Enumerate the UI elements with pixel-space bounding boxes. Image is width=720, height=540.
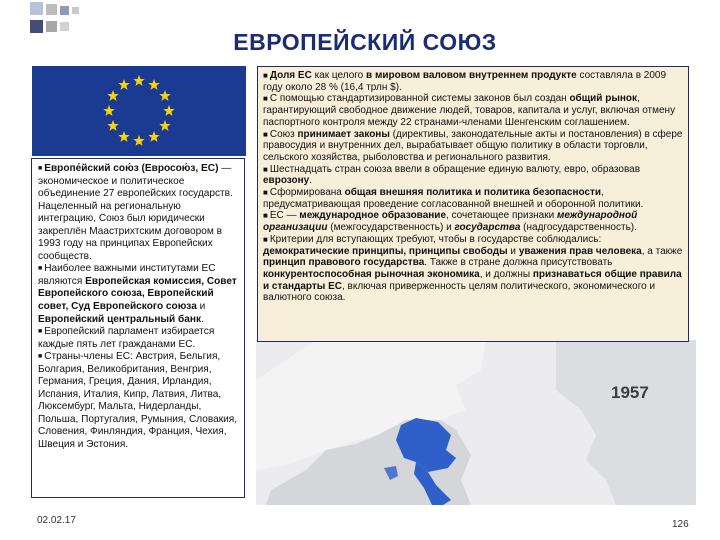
flag-star-icon	[133, 75, 144, 86]
square-bullet-icon: ■	[263, 71, 268, 80]
square-bullet-icon: ■	[263, 129, 268, 139]
text-run: , сочетающее признаки	[446, 210, 557, 222]
flag-star-icon	[163, 105, 174, 116]
square-bullet-icon: ■	[263, 211, 268, 221]
square-bullet-icon: ■	[38, 265, 43, 273]
map-year: 1957	[611, 383, 649, 402]
term-bold: общий рынок	[569, 93, 638, 105]
term-bold: еврозону	[263, 175, 310, 187]
text-run: .	[201, 313, 204, 325]
eu-flag-icon	[32, 66, 246, 156]
text-run: и	[507, 245, 519, 257]
list-item	[263, 70, 683, 93]
term-bold: принимает законы	[297, 128, 390, 140]
list-item	[263, 93, 683, 128]
decor-square	[30, 20, 43, 33]
text-run: .	[309, 175, 313, 187]
text-run: Страны-члены ЕС: Австрия, Бельгия, Болгария, Великобритания, Венгрия, Германия, Греция, Дания, Ирландия, Испания, Италия, Кипр, Латвия, Литва, Люксембург, Мальта, Нидерланды, Польша, Португалия, Румыния, Словакия, Словения, Финляндия, Франция, Чехия, Швеция и Эстония.	[38, 351, 238, 451]
term-bold: Европейский центральный банк	[38, 313, 202, 325]
flag-star-icon	[118, 131, 129, 142]
flag-star-icon	[159, 90, 170, 101]
term-bold: признаваться общие правила и стандарты ЕС	[263, 268, 682, 292]
term-bold: общая внешняя политика и политика безопасности	[344, 187, 602, 199]
text-run: . Также в стране должна присутствовать	[424, 257, 613, 269]
square-bullet-icon: ■	[38, 328, 43, 336]
eu-flag-stars	[32, 66, 246, 156]
europe-map-icon	[256, 340, 696, 505]
decor-square	[30, 2, 43, 15]
text-run: С помощью стандартизированной системы законов был создан	[269, 93, 570, 105]
decor-squares-icon	[20, 0, 102, 40]
flag-star-icon	[148, 131, 159, 142]
page-number: 126	[672, 519, 689, 530]
square-bullet-icon: ■	[263, 188, 268, 198]
term-bold: Доля ЕС	[269, 70, 312, 81]
text-run: , и должны	[479, 268, 533, 280]
text-run: Союз	[269, 128, 298, 140]
list-item	[263, 234, 683, 304]
text-run: Наиболее важными институтами ЕС являются	[38, 263, 216, 287]
term-bold: Европейская комиссия, Совет Европейского союза, Европейский совет, Суд Европейского союза	[38, 275, 237, 313]
text-run: Критерии для вступающих требуют, чтобы в государстве соблюдались:	[269, 233, 602, 245]
decor-square	[46, 21, 57, 32]
list-item	[263, 210, 683, 233]
flag-star-icon	[133, 135, 144, 146]
slide-title: ЕВРОПЕЙСКИЙ СОЮЗ	[233, 29, 497, 55]
text-run: , предусматривающая проведение согласованной внешней и оборонной политики.	[263, 187, 644, 210]
term-bold: в мировом валовом внутреннем продукте	[366, 70, 577, 81]
text-run: (директивы, законодательные акты и постановления) в сфере правосудия и внутренних дел, вырабатывает общую политику в области торговли, сельского хозяйства, рыболовства и регионального развития.	[263, 128, 683, 163]
decor-square	[60, 22, 69, 31]
decor-square	[46, 4, 57, 15]
europe-map-svg	[256, 340, 696, 505]
term-bold: международное образование	[299, 210, 447, 222]
square-bullet-icon: ■	[38, 353, 43, 361]
text-run: как целого	[311, 70, 367, 81]
text-run: составляла в 2009 году около 28 % (16,4 трлн $).	[263, 70, 667, 93]
facts-box	[257, 66, 689, 342]
square-bullet-icon: ■	[263, 234, 268, 244]
flag-star-icon	[107, 90, 118, 101]
term-bold: демократические принципы, принципы свободы	[263, 245, 508, 257]
square-bullet-icon: ■	[263, 164, 268, 174]
flag-star-icon	[148, 79, 159, 90]
decor-square	[60, 6, 69, 15]
list-item	[38, 163, 240, 263]
definition-box	[31, 158, 245, 498]
text-run: Европейский парламент избирается каждые пять лет гражданами ЕС.	[38, 326, 215, 350]
term-bold: уважения прав человека	[518, 245, 642, 257]
flag-star-icon	[103, 105, 114, 116]
list-item	[263, 164, 683, 187]
list-item	[38, 263, 240, 326]
term-bold: Европе́йский сою́з (Евросою́з, ЕС)	[44, 163, 219, 174]
term-bold-italic: международной организации	[263, 210, 638, 234]
text-run: Шестнадцать стран союза ввели в обращение единую валюту, евро, образовав	[269, 163, 641, 175]
text-run: , гарантирующий свободное движение людей, товаров, капитала и услуг, включая отмену паспортного контроля между 22 странами-членами Шенгенским соглашением.	[263, 93, 676, 128]
flag-star-icon	[107, 120, 118, 131]
text-run: и	[196, 301, 206, 313]
list-item	[38, 326, 240, 351]
term-bold: конкурентоспособная рыночная экономика	[263, 268, 480, 280]
text-run: Сформирована	[269, 187, 345, 199]
term-bold-italic: государства	[454, 222, 521, 234]
square-bullet-icon: ■	[38, 165, 43, 172]
list-item	[38, 351, 240, 451]
flag-star-icon	[159, 120, 170, 131]
text-run: — экономическое и политическое объединение 27 европейских государств. Нацеленный на региональную интеграцию, Союз был юридически закреплён Маастрихтским договором в 1993 году на принципах Европейских сообществ.	[38, 163, 233, 262]
text-run: (надгосударственность).	[520, 222, 637, 234]
term-bold: принцип правового государства	[263, 257, 425, 269]
text-run: (межгосударственность) и	[327, 222, 455, 234]
text-run: , включая приверженность целям политического, экономического и валютного союза.	[263, 280, 656, 304]
list-item	[263, 187, 683, 210]
decor-square	[72, 7, 79, 14]
flag-star-icon	[118, 79, 129, 90]
list-item	[263, 129, 683, 164]
text-run: ЕС —	[269, 210, 300, 222]
slide-date: 02.02.17	[37, 515, 76, 526]
text-run: , а также	[641, 245, 683, 257]
square-bullet-icon: ■	[263, 94, 268, 104]
